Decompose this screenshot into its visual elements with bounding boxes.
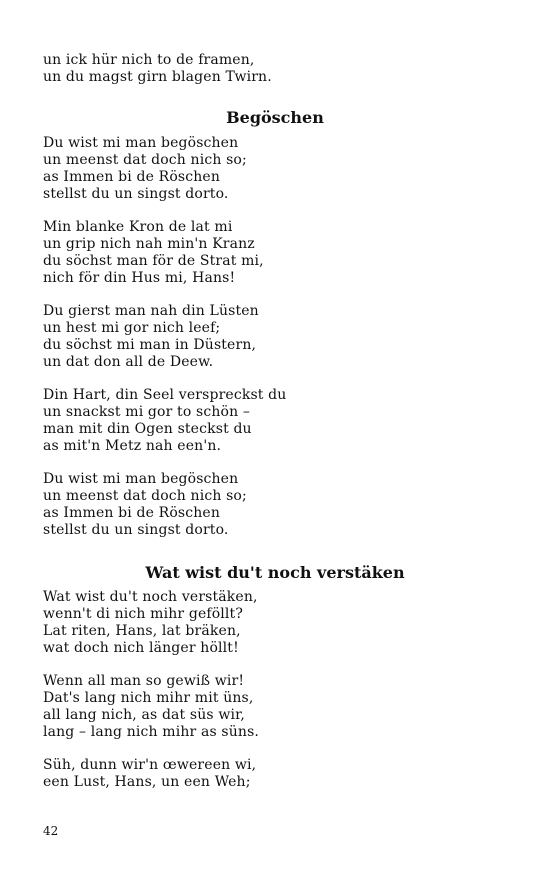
- poem2-stanza-3: [43, 757, 256, 791]
- page-number: 42: [43, 824, 59, 838]
- poem1-stanza-5: [43, 471, 247, 539]
- verse-line: nich för din Hus mi, Hans!: [43, 270, 236, 286]
- verse-line: Du wist mi man begöschen: [43, 471, 239, 487]
- verse-line: een Lust, Hans, un een Weh;: [43, 774, 251, 790]
- verse-line: stellst du un singst dorto.: [43, 186, 229, 202]
- poem-title-begoeschen: Begöschen: [226, 108, 324, 127]
- verse-line: Du wist mi man begöschen: [43, 135, 239, 151]
- poem2-stanza-1: [43, 589, 258, 657]
- verse-line: as Immen bi de Röschen: [43, 169, 221, 185]
- verse-line: as mit'n Metz nah een'n.: [43, 438, 222, 454]
- verse-line: all lang nich, as dat süs wir,: [43, 707, 246, 723]
- verse-line: du söchst man för de Strat mi,: [43, 253, 264, 269]
- poem2-stanza-2: [43, 673, 259, 741]
- verse-line: du söchst mi man in Düstern,: [43, 337, 257, 353]
- verse-line: Du gierst man nah din Lüsten: [43, 303, 259, 319]
- verse-line: Min blanke Kron de lat mi: [43, 219, 233, 235]
- verse-line: un meenst dat doch nich so;: [43, 488, 247, 504]
- verse-line: stellst du un singst dorto.: [43, 522, 229, 538]
- poem-title-wat-wist-dut: Wat wist du't noch verstäken: [145, 563, 405, 582]
- verse-line: un meenst dat doch nich so;: [43, 152, 247, 168]
- poem1-stanza-3: [43, 303, 259, 371]
- verse-line: un ick hür nich to de framen,: [43, 52, 255, 68]
- opening-stanza: [43, 52, 272, 86]
- verse-line: un du magst girn blagen Twirn.: [43, 69, 272, 85]
- verse-line: un dat don all de Deew.: [43, 354, 214, 370]
- poem1-stanza-1: [43, 135, 247, 203]
- verse-line: Lat riten, Hans, lat bräken,: [43, 623, 241, 639]
- verse-line: un grip nich nah min'n Kranz: [43, 236, 255, 252]
- verse-line: Dat's lang nich mihr mit üns,: [43, 690, 254, 706]
- verse-line: un snackst mi gor to schön –: [43, 404, 250, 420]
- verse-line: Din Hart, din Seel verspreckst du: [43, 387, 287, 403]
- verse-line: Wat wist du't noch verstäken,: [43, 589, 258, 605]
- verse-line: wat doch nich länger höllt!: [43, 640, 239, 656]
- verse-line: man mit din Ogen steckst du: [43, 421, 252, 437]
- verse-line: lang – lang nich mihr as süns.: [43, 724, 260, 740]
- poem1-stanza-4: [43, 387, 286, 455]
- verse-line: Wenn all man so gewiß wir!: [43, 673, 245, 689]
- poem1-stanza-2: [43, 219, 264, 287]
- verse-line: Süh, dunn wir'n œwereen wi,: [43, 757, 257, 773]
- verse-line: as Immen bi de Röschen: [43, 505, 221, 521]
- verse-line: wenn't di nich mihr geföllt?: [43, 606, 243, 622]
- verse-line: un hest mi gor nich leef;: [43, 320, 221, 336]
